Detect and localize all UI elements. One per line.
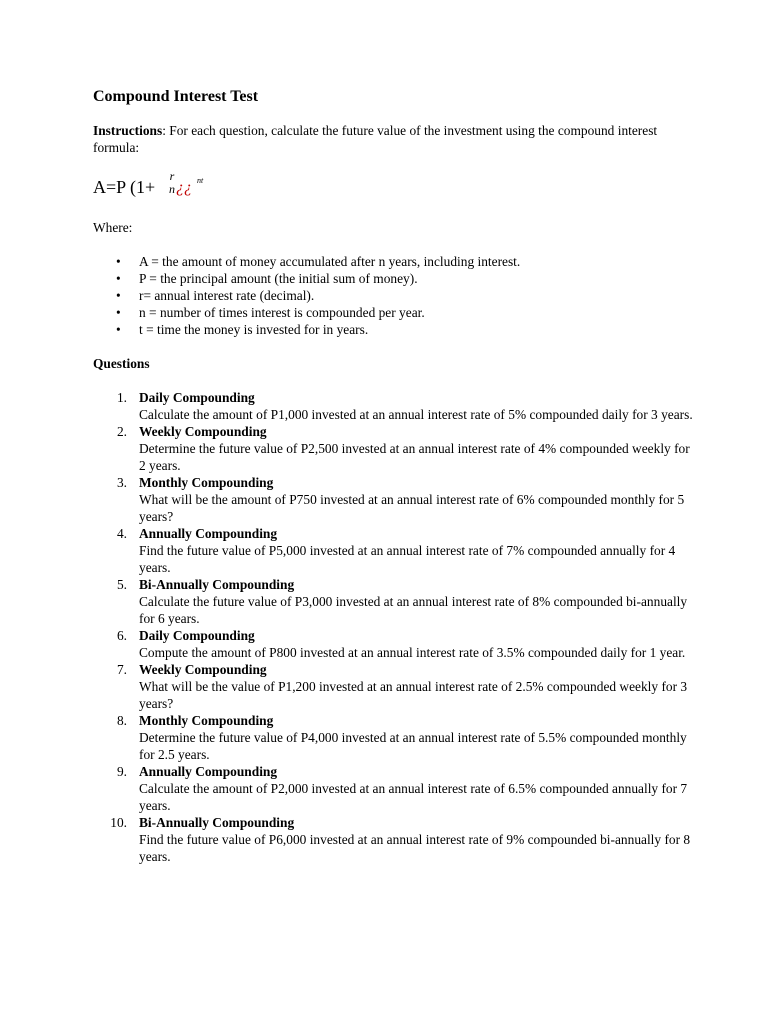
definition-item <box>116 321 693 338</box>
question-text: Find the future value of P5,000 invested at an annual interest rate of 7% compounded annually for 4 years. <box>139 543 676 575</box>
definition-text: t = time the money is invested for in years. <box>139 322 369 337</box>
question-title: Monthly Compounding <box>139 475 274 490</box>
question-number: 8. <box>116 713 127 728</box>
question-title: Weekly Compounding <box>139 662 267 677</box>
question-item <box>116 627 693 661</box>
question-title: Annually Compounding <box>139 764 278 779</box>
formula-exponent: nt <box>197 176 204 185</box>
definition-text: n = number of times interest is compounded per year. <box>139 305 425 320</box>
question-item <box>116 474 693 525</box>
document-page <box>93 86 693 865</box>
page-title: Compound Interest Test <box>93 88 259 105</box>
question-text: What will be the value of P1,200 invested at an annual interest rate of 2.5% compounded weekly for 3 years? <box>139 679 688 711</box>
formula-numerator: r <box>169 169 175 183</box>
bullet-icon: • <box>116 254 121 269</box>
question-number: 9. <box>116 764 127 779</box>
question-number: 1. <box>116 390 127 405</box>
questions-list <box>93 389 693 865</box>
question-item <box>116 525 693 576</box>
definition-text: P = the principal amount (the initial sum of money). <box>139 271 418 286</box>
formula-denominator: n <box>169 182 175 196</box>
instructions-lead: Instructions <box>93 123 163 138</box>
question-number: 4. <box>116 526 127 541</box>
compound-interest-formula <box>93 170 693 204</box>
where-label: Where: <box>93 220 133 235</box>
formula-base: A=P (1+ <box>93 177 156 197</box>
question-text: Find the future value of P6,000 invested at an annual interest rate of 9% compounded bi-annually for 8 years. <box>139 832 691 864</box>
question-item <box>116 389 693 423</box>
definition-item <box>116 253 693 270</box>
question-title: Monthly Compounding <box>139 713 274 728</box>
instructions-paragraph <box>93 122 693 156</box>
formula-glyph: ¿¿ <box>176 179 192 196</box>
question-item <box>116 763 693 814</box>
definition-item <box>116 287 693 304</box>
question-text: Calculate the future value of P3,000 invested at an annual interest rate of 8% compounded bi-annually for 6 years. <box>139 594 688 626</box>
definition-text: A = the amount of money accumulated after n years, including interest. <box>139 254 521 269</box>
question-text: Calculate the amount of P1,000 invested at an annual interest rate of 5% compounded daily for 3 years. <box>139 407 693 422</box>
definition-text: r= annual interest rate (decimal). <box>139 288 315 303</box>
question-text: Compute the amount of P800 invested at an annual interest rate of 3.5% compounded daily for 1 year. <box>139 645 686 660</box>
question-text: Calculate the amount of P2,000 invested at an annual interest rate of 6.5% compounded annually for 7 years. <box>139 781 688 813</box>
question-item <box>116 576 693 627</box>
instructions-text: : For each question, calculate the future value of the investment using the compound interest formula: <box>93 123 658 155</box>
question-item <box>116 712 693 763</box>
question-title: Bi-Annually Compounding <box>139 815 295 830</box>
question-text: What will be the amount of P750 invested at an annual interest rate of 6% compounded monthly for 5 years? <box>139 492 685 524</box>
question-item <box>116 661 693 712</box>
bullet-icon: • <box>116 305 121 320</box>
question-text: Determine the future value of P4,000 invested at an annual interest rate of 5.5% compounded monthly for 2.5 years. <box>139 730 687 762</box>
formula-fraction <box>168 170 176 196</box>
definitions-list <box>93 253 693 338</box>
question-item <box>110 814 693 865</box>
definition-item <box>116 304 693 321</box>
questions-heading: Questions <box>93 356 150 371</box>
question-number: 6. <box>116 628 127 643</box>
bullet-icon: • <box>116 288 121 303</box>
question-title: Annually Compounding <box>139 526 278 541</box>
question-number: 3. <box>116 475 127 490</box>
question-item <box>116 423 693 474</box>
question-number: 10. <box>110 815 127 830</box>
question-number: 5. <box>116 577 127 592</box>
question-title: Daily Compounding <box>139 390 255 405</box>
question-title: Daily Compounding <box>139 628 255 643</box>
question-title: Bi-Annually Compounding <box>139 577 295 592</box>
bullet-icon: • <box>116 271 121 286</box>
bullet-icon: • <box>116 322 121 337</box>
question-number: 7. <box>116 662 127 677</box>
question-number: 2. <box>116 424 127 439</box>
question-title: Weekly Compounding <box>139 424 267 439</box>
question-text: Determine the future value of P2,500 invested at an annual interest rate of 4% compounded weekly for 2 years. <box>139 441 690 473</box>
definition-item <box>116 270 693 287</box>
